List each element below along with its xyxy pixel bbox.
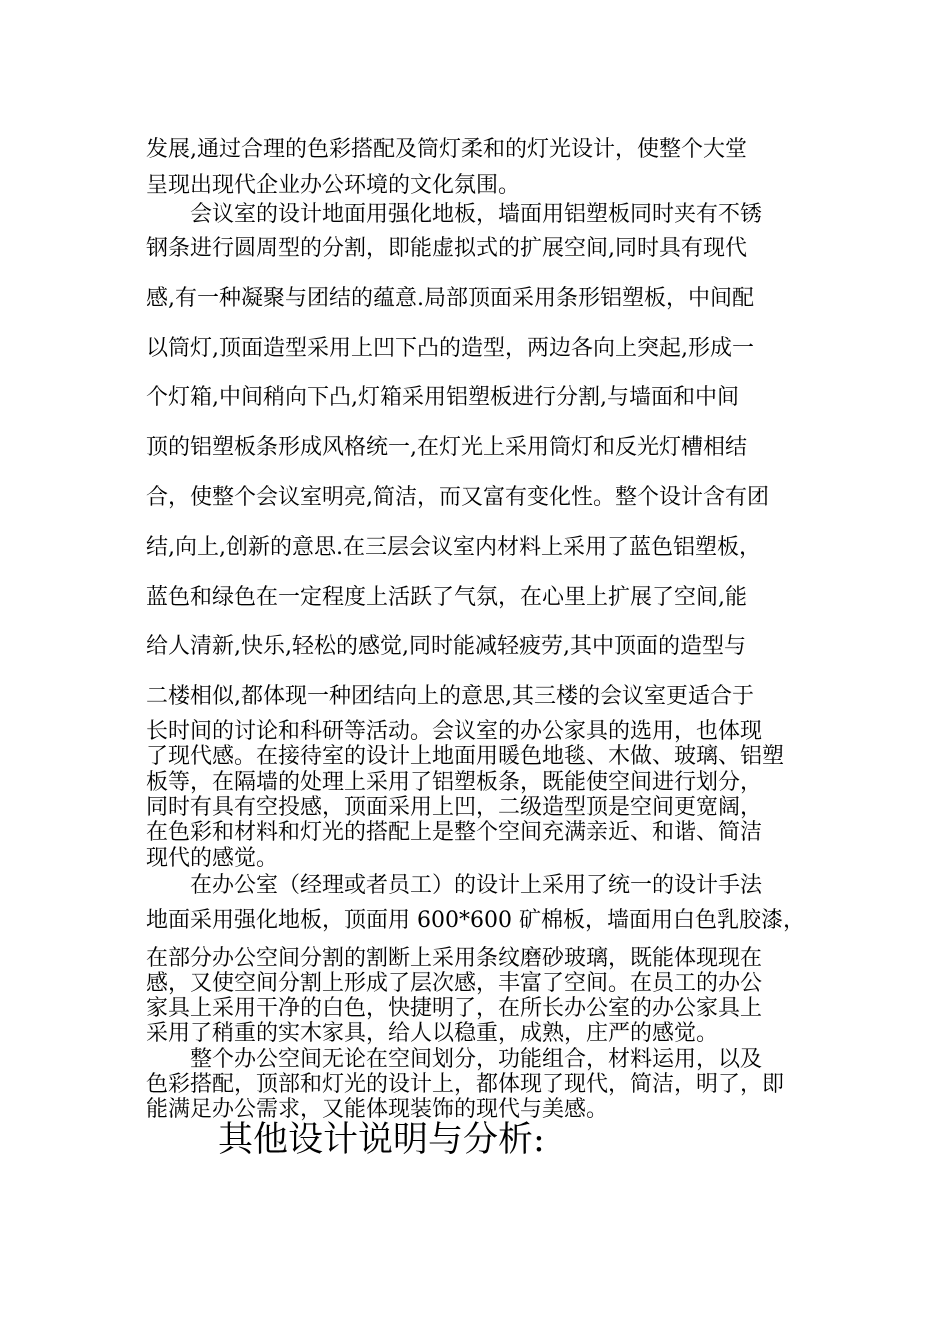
text-line: 同时有具有空投感，顶面采用上凹，二级造型顶是空间更宽阔， xyxy=(146,795,763,820)
text-line: 色彩搭配，顶部和灯光的设计上，都体现了现代，简洁，明了，即 xyxy=(146,1072,785,1097)
text-line: 二楼相似,都体现一种团结向上的意思,其三楼的会议室更适合于 xyxy=(146,684,754,709)
text-line: 蓝色和绿色在一定程度上活跃了气氛，在心里上扩展了空间,能 xyxy=(146,585,747,610)
text-line: 给人清新,快乐,轻松的感觉,同时能减轻疲劳,其中顶面的造型与 xyxy=(146,634,746,659)
text-line: 合，使整个会议室明亮,简洁，而又富有变化性。整个设计含有团 xyxy=(146,485,769,510)
text-line: 在办公室（经理或者员工）的设计上采用了统一的设计手法 xyxy=(146,873,763,898)
text-line: 顶的铝塑板条形成风格统一,在灯光上采用筒灯和反光灯槽相结 xyxy=(146,435,747,460)
text-line: 长时间的讨论和科研等活动。会议室的办公家具的选用，也体现 xyxy=(146,719,763,744)
text-line: 了现代感。在接待室的设计上地面用暖色地毯、木做、玻璃、铝塑 xyxy=(146,744,785,769)
text-line: 个灯箱,中间稍向下凸,灯箱采用铝塑板进行分割,与墙面和中间 xyxy=(146,385,739,410)
text-line: 感，又使空间分割上形成了层次感，丰富了空间。在员工的办公 xyxy=(146,971,763,996)
text-line: 在部分办公空间分割的割断上采用条纹磨砂玻璃，既能体现现在 xyxy=(146,946,763,971)
text-line: 采用了稍重的实木家具，给人以稳重，成熟，庄严的感觉。 xyxy=(146,1021,719,1046)
text-line: 钢条进行圆周型的分割，即能虚拟式的扩展空间,同时具有现代 xyxy=(146,236,747,261)
text-line: 地面采用强化地板，顶面用 600*600 矿棉板，墙面用白色乳胶漆， xyxy=(146,908,805,933)
section-heading: 其他设计说明与分析: xyxy=(218,1120,545,1160)
text-line: 板等，在隔墙的处理上采用了铝塑板条，既能使空间进行划分， xyxy=(146,770,763,795)
text-line: 在色彩和材料和灯光的搭配上是整个空间充满亲近、和谐、简洁 xyxy=(146,820,763,845)
text-line: 感,有一种凝聚与团结的蕴意.局部顶面采用条形铝塑板，中间配 xyxy=(146,286,754,311)
text-line: 结,向上,创新的意思.在三层会议室内材料上采用了蓝色铝塑板， xyxy=(146,535,761,560)
text-line: 现代的感觉。 xyxy=(146,846,279,871)
text-line: 会议室的设计地面用强化地板，墙面用铝塑板同时夹有不锈 xyxy=(146,202,763,227)
text-line: 以筒灯,顶面造型采用上凹下凸的造型，两边各向上突起,形成一 xyxy=(146,336,754,361)
text-line: 整个办公空间无论在空间划分，功能组合，材料运用，以及 xyxy=(146,1047,763,1072)
text-line: 呈现出现代企业办公环境的文化氛围。 xyxy=(146,173,521,198)
text-line: 家具上采用干净的白色，快捷明了，在所长办公室的办公家具上 xyxy=(146,996,763,1021)
text-line: 能满足办公需求，又能体现装饰的现代与美感。 xyxy=(146,1097,609,1122)
text-line: 发展,通过合理的色彩搭配及筒灯柔和的灯光设计，使整个大堂 xyxy=(146,137,747,162)
